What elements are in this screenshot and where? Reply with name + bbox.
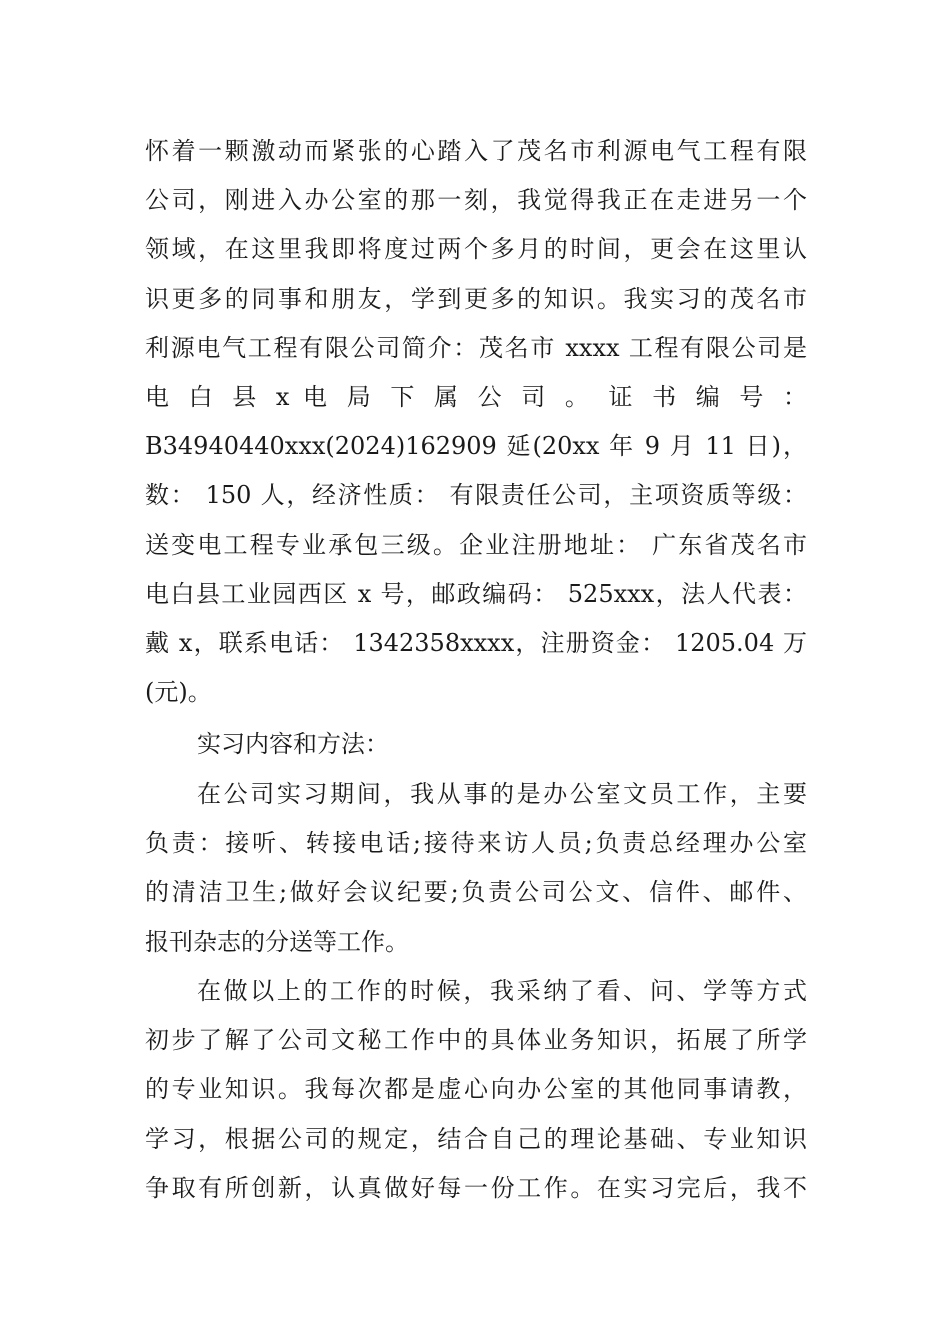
text-line: 怀着一颗激动而紧张的心踏入了茂名市利源电气工程有限 xyxy=(145,137,807,165)
text-line: B34940440xxx(2024)162909 延(20xx 年 9 月 11 日)， xyxy=(145,432,807,461)
company-intro-paragraph xyxy=(145,127,807,717)
methods-paragraph xyxy=(145,967,807,1213)
text-line: 利源电气工程有限公司简介：茂名市 xxxx 工程有限公司是 xyxy=(145,333,807,362)
section-heading-paragraph xyxy=(145,720,807,769)
text-line: 学习，根据公司的规定，结合自己的理论基础、专业知识 xyxy=(145,1124,807,1153)
text-line: 初步了解了公司文秘工作中的具体业务知识，拓展了所学 xyxy=(145,1026,807,1055)
text-line: 送变电工程专业承包三级。企业注册地址： 广东省茂名市 xyxy=(145,530,807,559)
text-line: 负责：接听、转接电话;接待来访人员;负责总经理办公室 xyxy=(145,829,807,858)
text-line: 电 白 县 x 电 局 下 属 公 司 。 证 书 编 号 ： xyxy=(145,382,807,411)
text-line: 识更多的同事和朋友，学到更多的知识。我实习的茂名市 xyxy=(145,284,807,313)
section-heading: 实习内容和方法： xyxy=(197,730,389,758)
text-line: 戴 x，联系电话： 1342358xxxx，注册资金： 1205.04 万 xyxy=(145,628,807,657)
text-line: (元)。 xyxy=(145,678,212,707)
text-line: 争取有所创新，认真做好每一份工作。在实习完后，我不 xyxy=(145,1173,807,1202)
text-line: 领域，在这里我即将度过两个多月的时间，更会在这里认 xyxy=(145,235,807,264)
duties-paragraph xyxy=(145,770,807,967)
text-line: 在做以上的工作的时候，我采纳了看、问、学等方式 xyxy=(197,977,807,1005)
text-line: 报刊杂志的分送等工作。 xyxy=(145,927,409,956)
text-line: 数： 150 人，经济性质： 有限责任公司，主项资质等级： xyxy=(145,481,807,510)
text-line: 的清洁卫生;做好会议纪要;负责公司公文、信件、邮件、 xyxy=(145,878,807,907)
text-line: 在公司实习期间，我从事的是办公室文员工作，主要 xyxy=(197,780,807,808)
text-line: 的专业知识。我每次都是虚心向办公室的其他同事请教， xyxy=(145,1075,807,1104)
text-line: 电白县工业园西区 x 号，邮政编码： 525xxx，法人代表： xyxy=(145,579,807,608)
text-line: 公司，刚进入办公室的那一刻，我觉得我正在走进另一个 xyxy=(145,186,807,215)
